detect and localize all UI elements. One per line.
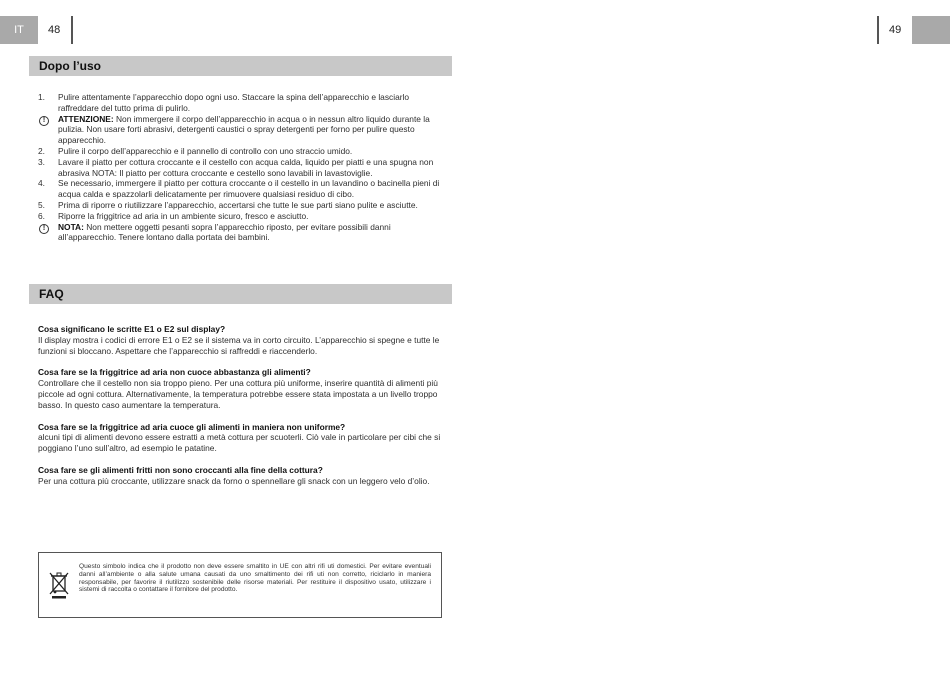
list-item xyxy=(38,178,442,200)
language-tab: IT xyxy=(0,16,38,44)
faq-item xyxy=(38,465,442,487)
note-text xyxy=(58,114,442,146)
faq-question: Cosa fare se la friggitrice ad aria non cuoce abbastanza gli alimenti? xyxy=(38,367,311,378)
list-item-text: Lavare il piatto per cottura croccante e il cestello con acqua calda, liquido per piatti e una spugna non abrasiva NOTA: Il piatto per cottura croccante e cestello sono lavabili in lavastoviglie. xyxy=(58,156,434,178)
section-title-after-use: Dopo l’uso xyxy=(29,56,452,76)
warning-icon: ! xyxy=(39,116,49,126)
disposal-notice-box xyxy=(38,552,442,618)
list-number: 6. xyxy=(38,210,45,221)
header-divider-left xyxy=(71,16,73,44)
after-use-list xyxy=(38,92,442,243)
faq-answer: alcuni tipi di alimenti devono essere estratti a metà cottura per scuoterli. Ciò vale in particolare per cibi che si poggiano l’uno sull’altro, ad esempio le patatine. xyxy=(38,432,441,454)
list-number: 4. xyxy=(38,178,45,189)
info-note xyxy=(38,222,442,244)
warning-note xyxy=(38,114,442,146)
faq-item xyxy=(38,422,442,454)
faq-answer: Il display mostra i codici di errore E1 o E2 se il sistema va in corto circuito. L’apparecchio si spegne e tutte le funzioni si bloccano. Aspettare che l’apparecchio si raffreddi e riaccenderlo. xyxy=(38,334,440,356)
warning-icon: ! xyxy=(39,224,49,234)
faq-question: Cosa significano le scritte E1 o E2 sul display? xyxy=(38,324,226,334)
note-label: NOTA: xyxy=(58,221,84,232)
disposal-text: Questo simbolo indica che il prodotto non deve essere smaltito in UE con altri rifi uti domestici. Per evitare eventuali danni all’ambiente o alla salute umana causati da uno smaltimento dei rifi uti non corretto, riciclarlo in maniera responsabile, per favorire il riutilizzo sostenibile delle risorse materiali. Per restituire il dispositivo usato, utilizzare i sistemi di raccolta o contattare il fornitore del prodotto. xyxy=(79,563,431,594)
section-title-faq: FAQ xyxy=(29,284,452,304)
page-number-left: 48 xyxy=(48,24,61,36)
faq-question: Cosa fare se la friggitrice ad aria cuoce gli alimenti in maniera non uniforme? xyxy=(38,421,346,432)
list-number: 5. xyxy=(38,199,45,210)
faq-item xyxy=(38,324,442,356)
faq-answer: Controllare che il cestello non sia troppo pieno. Per una cottura più uniforme, inserire quantità di alimenti più piccole ad ogni cottura. Alternativamente, la temperatura potrebbe essere stata impostata a un livello troppo basso. In questo caso aumentare la temperatura. xyxy=(38,378,438,410)
header-divider-right xyxy=(877,16,879,44)
list-item xyxy=(38,146,442,157)
note-label: ATTENZIONE: xyxy=(58,113,114,124)
list-item-text: Se necessario, immergere il piatto per cottura croccante o il cestello in un lavandino o bacinella pieni di acqua calda e spazzolarli delicatamente per rimuovere qualsiasi residuo di cibo. xyxy=(58,178,440,200)
list-item-text: Riporre la friggitrice ad aria in un ambiente sicuro, fresco e asciutto. xyxy=(58,210,309,221)
note-text xyxy=(58,222,442,244)
note-body: Non immergere il corpo dell’apparecchio in acqua o in nessun altro liquido durante la pulizia. Non usare forti abrasivi, detergenti caustici o spray detergenti per forno per pulire questo apparecchio. xyxy=(58,113,430,146)
faq-item xyxy=(38,367,442,410)
list-item-text: Pulire attentamente l’apparecchio dopo ogni uso. Staccare la spina dell’apparecchio e lasciarlo raffreddare del tutto prima di pulirlo. xyxy=(58,92,410,113)
faq-answer: Per una cottura più croccante, utilizzare snack da forno o spennellare gli snack con un leggero velo d’olio. xyxy=(38,475,430,486)
page-number-right: 49 xyxy=(889,24,902,36)
list-number: 1. xyxy=(38,92,45,102)
list-item xyxy=(38,157,442,179)
list-item xyxy=(38,92,442,114)
page-tab-right xyxy=(912,16,950,44)
note-body: Non mettere oggetti pesanti sopra l’apparecchio riposto, per evitare possibili danni all’apparecchio. Tenere lontano dalla portata dei bambini. xyxy=(58,221,391,243)
faq-question: Cosa fare se gli alimenti fritti non sono croccanti alla fine della cottura? xyxy=(38,464,323,475)
list-item xyxy=(38,200,442,211)
list-number: 2. xyxy=(38,145,45,156)
list-item-text: Prima di riporre o riutilizzare l’apparecchio, accertarsi che tutte le sue parti siano pulite e asciutte. xyxy=(58,199,418,210)
faq-list xyxy=(38,324,442,498)
crossed-out-bin-icon xyxy=(49,571,69,599)
list-number: 3. xyxy=(38,156,45,167)
list-item-text: Pulire il corpo dell’apparecchio e il pannello di controllo con uno straccio umido. xyxy=(58,145,353,156)
list-item xyxy=(38,211,442,222)
